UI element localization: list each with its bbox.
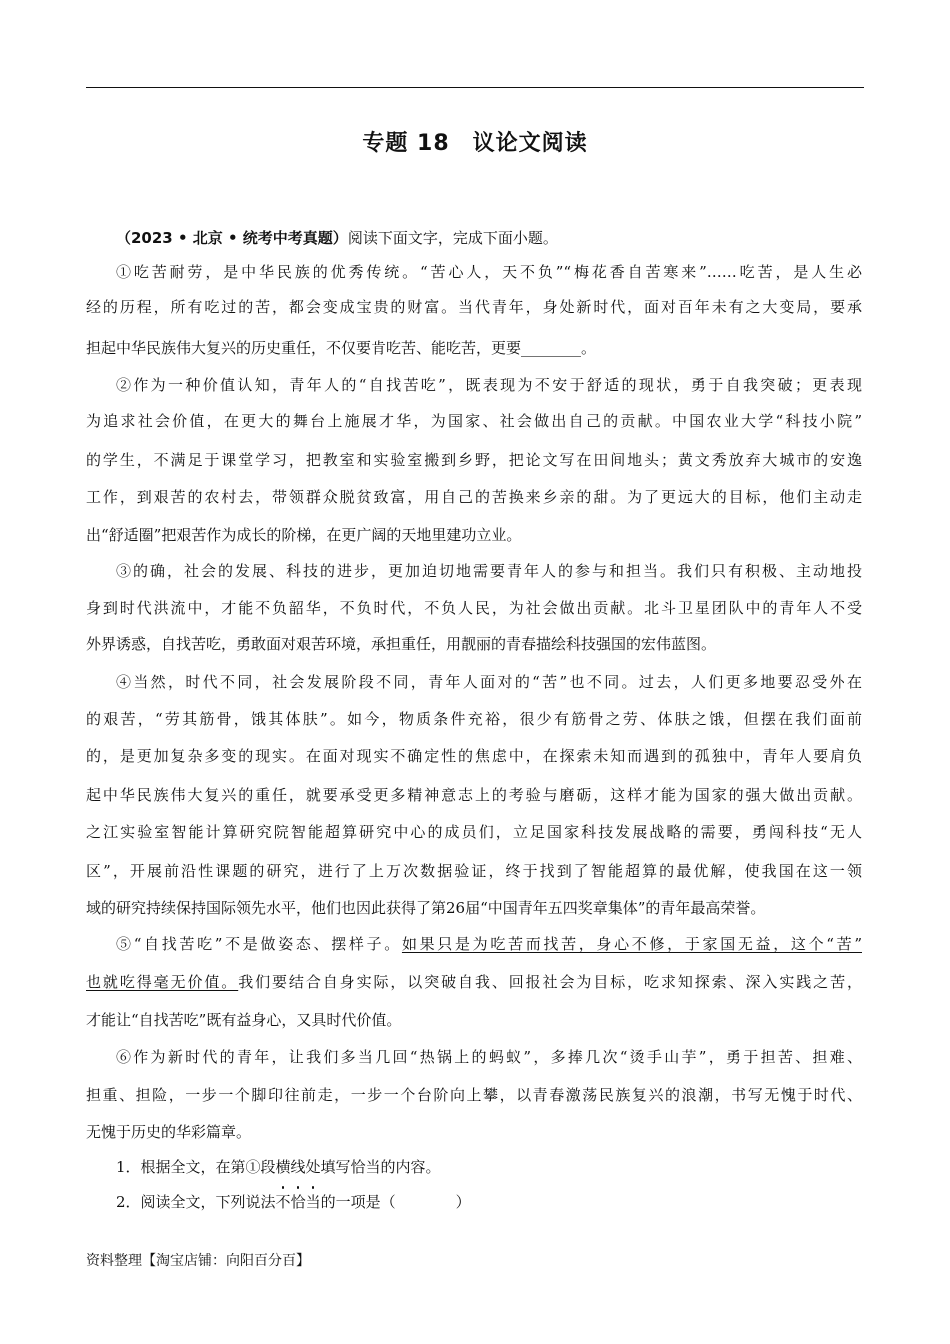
source-label: （2023 • 北京 • 统考中考真题）	[116, 229, 348, 247]
paragraph-4-line-4: 起中华民族伟大复兴的重任，就要承受更多精神意志上的考验与磨砺，这样才能为国家的强大做出贡献。	[86, 786, 862, 804]
paragraph-4-line-7: 域的研究持续保持国际领先水平，他们也因此获得了第26届“中国青年五四奖章集体”的青年最高荣誉。	[86, 899, 766, 917]
paragraph-number: ⑤	[116, 935, 134, 953]
intro-line	[116, 228, 558, 248]
document-title: 专题 18 议论文阅读	[362, 131, 588, 156]
paragraph-6-line-1: ⑥作为新时代的青年，让我们多当几回“热锅上的蚂蚁”，多捧几次“烫手山芋”，勇于担苦、担难、	[116, 1048, 862, 1066]
footer-note: 资料整理【淘宝店铺：向阳百分百】	[86, 1253, 310, 1269]
intro-text: 阅读下面文字，完成下面小题。	[347, 229, 558, 247]
emphasis-char: 不	[275, 1193, 291, 1211]
paragraph-2-line-2: 为追求社会价值，在更大的舞台上施展才华，为国家、社会做出自己的贡献。中国农业大学“科技小院”	[86, 412, 862, 430]
paragraph-4-line-1: ④当然，时代不同，社会发展阶段不同，青年人面对的“苦”也不同。过去，人们更多地要忍受外在	[116, 673, 862, 691]
paragraph-4-line-5: 之江实验室智能计算研究院智能超算研究中心的成员们，立足国家科技发展战略的需要，勇闯科技“无人	[86, 823, 862, 841]
paragraph-6-line-3: 无愧于历史的华彩篇章。	[86, 1123, 252, 1141]
paragraph-number: ①	[116, 263, 134, 281]
question-1: 1．根据全文，在第①段横线处填写恰当的内容。	[116, 1158, 441, 1176]
paragraph-4-line-6: 区”，开展前沿性课题的研究，进行了上万次数据验证，终于找到了智能超算的最优解，使我国在这一领	[86, 862, 862, 880]
emphasis-char: 恰	[290, 1193, 306, 1211]
paragraph-2-line-1: ②作为一种价值认知，青年人的“自找苦吃”，既表现为不安于舒适的现状，勇于自我突破；更表现	[116, 376, 862, 394]
paragraph-5-line-1: ⑤“自找苦吃”不是做姿态、摆样子。如果只是为吃苦而找苦，身心不修，于家国无益，这个“苦”	[116, 935, 862, 953]
paragraph-4-line-3: 的，是更加复杂多变的现实。在面对现实不确定性的焦虑中，在探索未知而遇到的孤独中，青年人要肩负	[86, 747, 862, 765]
emphasis-char: 当	[305, 1193, 321, 1211]
paragraph-1-line-3: 担起中华民族伟大复兴的历史重任，不仅要肯吃苦、能吃苦，更要________。	[86, 339, 597, 357]
paragraph-2-line-4: 工作，到艰苦的农村去，带领群众脱贫致富，用自己的苦换来乡亲的甜。为了更远大的目标，他们主动走	[86, 488, 862, 506]
paragraph-5-line-2: 也就吃得毫无价值。我们要结合自身实际，以突破自我、回报社会为目标，吃求知探索、深入实践之苦，	[86, 973, 862, 991]
paragraph-3-line-3: 外界诱惑，自找苦吃，勇敢面对艰苦环境，承担重任，用靓丽的青春描绘科技强国的宏伟蓝图。	[86, 635, 717, 653]
header-rule	[86, 87, 864, 88]
paragraph-number: ②	[116, 376, 134, 394]
paragraph-1-line-1: ①吃苦耐劳，是中华民族的优秀传统。“苦心人，天不负”“梅花香自苦寒来”……吃苦，是人生必	[116, 263, 862, 281]
paragraph-3-line-2: 身到时代洪流中，才能不负韶华，不负时代，不负人民，为社会做出贡献。北斗卫星团队中的青年人不受	[86, 599, 862, 617]
paragraph-4-line-2: 的艰苦，“劳其筋骨，饿其体肤”。如今，物质条件充裕，很少有筋骨之劳、体肤之饿，但摆在我们面前	[86, 710, 862, 728]
paragraph-number: ⑥	[116, 1048, 134, 1066]
paragraph-2-line-3: 的学生，不满足于课堂学习，把教室和实验室搬到乡野，把论文写在田间地头；黄文秀放弃大城市的安逸	[86, 451, 862, 469]
paragraph-3-line-1: ③的确，社会的发展、科技的进步，更加迫切地需要青年人的参与和担当。我们只有积极、主动地投	[116, 562, 862, 580]
paragraph-1-line-2: 经的历程，所有吃过的苦，都会变成宝贵的财富。当代青年，身处新时代，面对百年未有之大变局，要承	[86, 298, 862, 316]
question-2: 2．阅读全文，下列说法不恰当的一项是（ ）	[116, 1193, 471, 1211]
paragraph-5-line-3: 才能让“自找苦吃”既有益身心，又具时代价值。	[86, 1011, 402, 1029]
paragraph-6-line-2: 担重、担险，一步一个脚印往前走，一步一个台阶向上攀，以青春激荡民族复兴的浪潮，书写无愧于时代、	[86, 1086, 862, 1104]
paragraph-2-line-5: 出“舒适圈”把艰苦作为成长的阶梯，在更广阔的天地里建功立业。	[86, 526, 522, 544]
paragraph-number: ③	[116, 562, 133, 580]
paragraph-number: ④	[116, 673, 134, 691]
underlined-sentence: 如果只是为吃苦而找苦，身心不修，于家国无益，这个“苦”	[401, 935, 862, 953]
underlined-sentence-end: 也就吃得毫无价值。	[86, 973, 239, 991]
